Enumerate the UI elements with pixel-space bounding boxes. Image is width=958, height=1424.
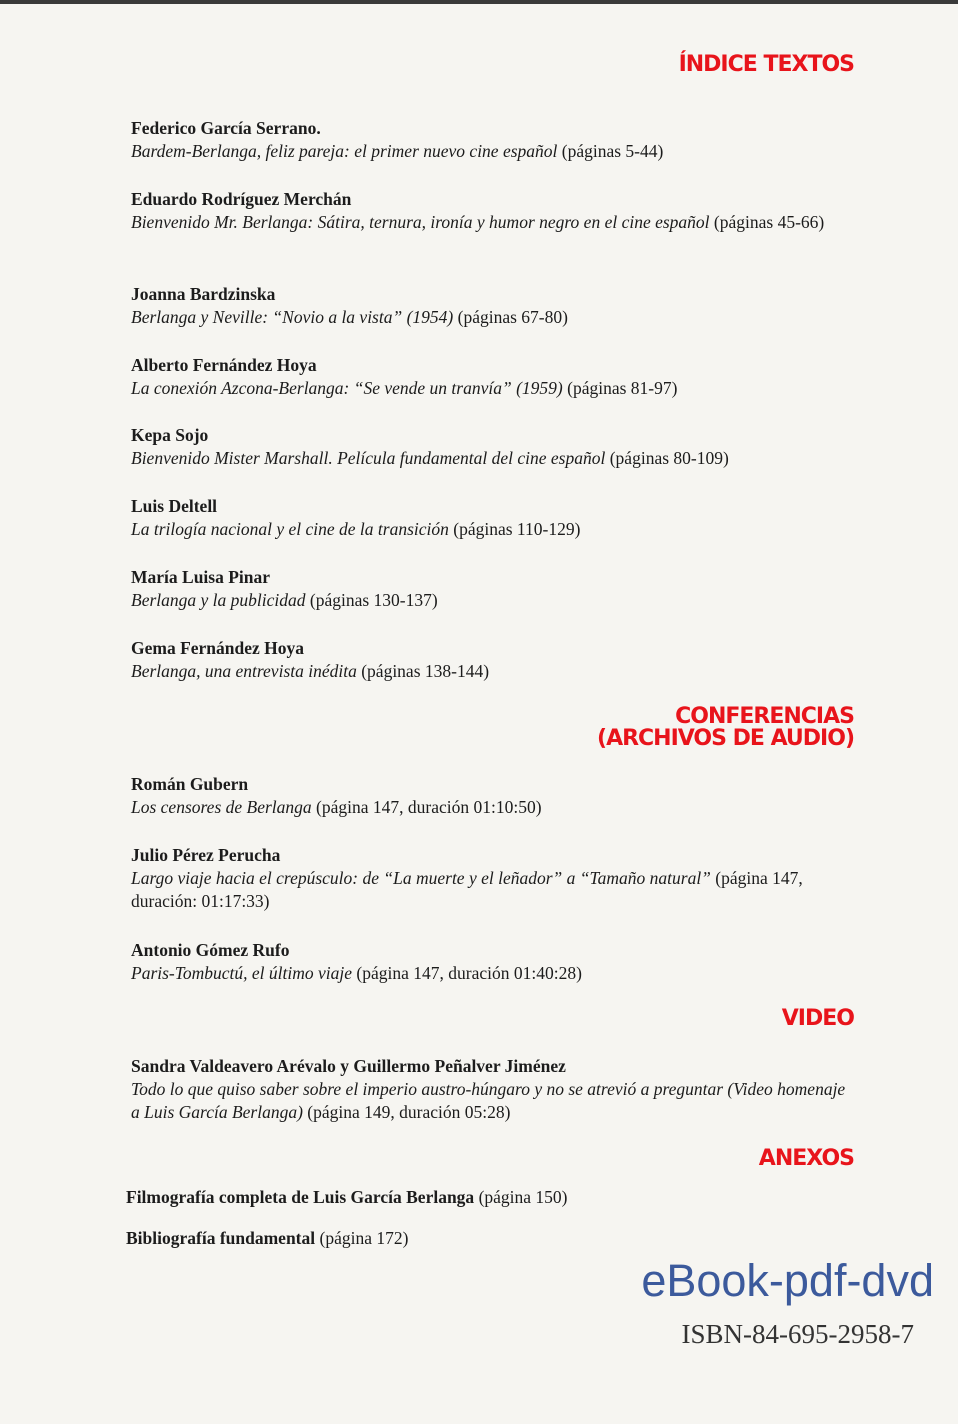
entry-title: Paris-Tombuctú, el último viaje [131, 963, 353, 983]
author-name: Joanna Bardzinska [131, 284, 276, 304]
entry-pages: (páginas 5-44) [561, 141, 664, 161]
list-item[interactable] [131, 566, 856, 612]
entry-title: Bienvenido Mr. Berlanga: Sátira, ternura, ironía y humor negro en el cine español [131, 212, 710, 232]
entry-pages: (página 150) [478, 1187, 568, 1207]
annex-title: Bibliografía fundamental [126, 1228, 316, 1248]
section-heading-video: VIDEO [781, 1006, 854, 1031]
entry-title: Los censores de Berlanga [131, 797, 312, 817]
section-heading-textos: ÍNDICE TEXTOS [678, 52, 854, 77]
entry-pages: (página 149, duración 05:28) [307, 1102, 511, 1122]
speaker-name: Julio Pérez Perucha [131, 845, 281, 865]
author-name: Federico García Serrano. [131, 118, 321, 138]
author-name: María Luisa Pinar [131, 567, 271, 587]
entry-pages: (páginas 45-66) [713, 212, 825, 232]
speaker-name: Antonio Gómez Rufo [131, 940, 290, 960]
list-item[interactable] [131, 188, 856, 234]
list-item[interactable] [131, 773, 856, 819]
entry-title: Berlanga y Neville: “Novio a la vista” (1954) [131, 307, 454, 327]
list-item[interactable] [131, 117, 856, 163]
section-heading-conferencias [597, 706, 854, 750]
list-item[interactable] [131, 354, 856, 400]
list-item[interactable] [131, 283, 856, 329]
speaker-name: Román Gubern [131, 774, 249, 794]
entry-pages: (página 147, duración 01:40:28) [356, 963, 582, 983]
entry-title: Bienvenido Mister Marshall. Película fundamental del cine español [131, 448, 606, 468]
author-name: Gema Fernández Hoya [131, 638, 305, 658]
list-item[interactable] [131, 424, 856, 470]
entry-title: La conexión Azcona-Berlanga: “Se vende un tranvía” (1959) [131, 378, 563, 398]
list-item[interactable] [126, 1186, 851, 1209]
annex-title: Filmografía completa de Luis García Berlanga [126, 1187, 475, 1207]
brand-label: eBook-pdf-dvd [641, 1255, 934, 1306]
list-item[interactable] [131, 637, 856, 683]
list-item[interactable] [131, 1055, 856, 1124]
entry-title: Todo lo que quiso saber sobre el imperio austro-húngaro y no se atrevió a preguntar (Video homenaje a Luis García Berlanga) [131, 1079, 846, 1122]
author-name: Eduardo Rodríguez Merchán [131, 189, 352, 209]
entry-pages: (páginas 81-97) [567, 378, 678, 398]
conferencias-heading-line2: (ARCHIVOS DE AUDIO) [597, 726, 854, 751]
entry-pages: (página 147, duración: 01:17:33) [131, 868, 803, 911]
entry-title: Bardem-Berlanga, feliz pareja: el primer nuevo cine español [131, 141, 558, 161]
author-name: Luis Deltell [131, 496, 218, 516]
list-item[interactable] [131, 495, 856, 541]
entry-pages: (página 147, duración 01:10:50) [316, 797, 542, 817]
section-heading-anexos: ANEXOS [758, 1146, 854, 1171]
entry-title: Largo viaje hacia el crepúsculo: de “La muerte y el leñador” a “Tamaño natural” [131, 868, 711, 888]
entry-pages: (páginas 80-109) [609, 448, 729, 468]
author-name: Sandra Valdeavero Arévalo y Guillermo Peñalver Jiménez [131, 1056, 566, 1076]
entry-pages: (páginas 130-137) [309, 590, 438, 610]
author-name: Kepa Sojo [131, 425, 209, 445]
entry-title: Berlanga y la publicidad [131, 590, 306, 610]
author-name: Alberto Fernández Hoya [131, 355, 317, 375]
entry-title: Berlanga, una entrevista inédita [131, 661, 357, 681]
entry-title: La trilogía nacional y el cine de la transición [131, 519, 449, 539]
list-item[interactable] [131, 939, 856, 985]
entry-pages: (páginas 67-80) [457, 307, 568, 327]
list-item[interactable] [131, 844, 856, 913]
entry-pages: (páginas 138-144) [361, 661, 490, 681]
list-item[interactable] [126, 1227, 851, 1250]
conferencias-heading-line1: CONFERENCIAS [675, 704, 854, 729]
entry-pages: (página 172) [319, 1228, 409, 1248]
entry-pages: (páginas 110-129) [453, 519, 581, 539]
isbn-label: ISBN-84-695-2958-7 [681, 1319, 914, 1349]
